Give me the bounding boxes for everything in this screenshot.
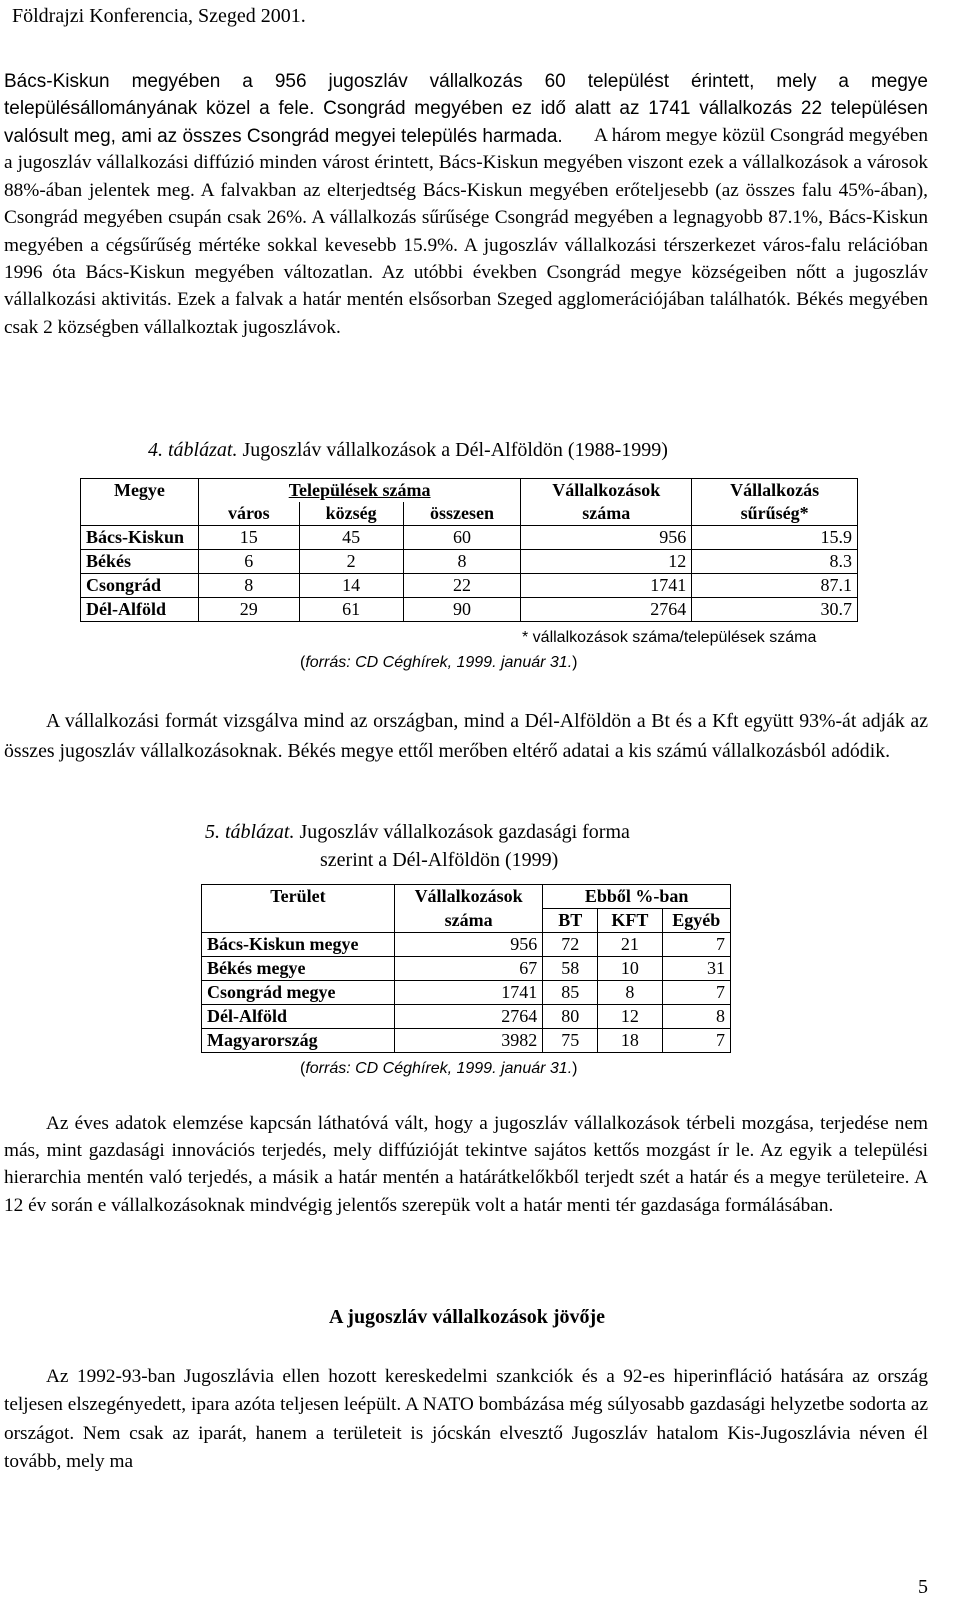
table4-cell: 8: [198, 574, 299, 598]
table5-cell: 8: [598, 981, 662, 1005]
table5-row-name: Békés megye: [202, 957, 395, 981]
table4-cell: 1741: [521, 574, 692, 598]
running-header: Földrajzi Konferencia, Szeged 2001.: [12, 5, 306, 27]
table5-caption-line2: szerint a Dél-Alföldön (1999): [320, 849, 559, 871]
table4-header-szama: száma: [521, 502, 692, 526]
table4-cell: 22: [403, 574, 521, 598]
table4-cell: 15.9: [692, 526, 858, 550]
table4-footnote: * vállalkozások száma/települések száma: [522, 629, 817, 646]
table5-header-bt: BT: [543, 909, 598, 933]
table5-cell: 7: [662, 933, 731, 957]
table5-row-name: Dél-Alföld: [202, 1005, 395, 1029]
table4-header-row-1: [81, 479, 858, 503]
table4-header-empty: [81, 502, 199, 526]
table4-header-kozseg: község: [299, 502, 403, 526]
table5-cell: 3982: [394, 1029, 542, 1053]
table4-cell: 956: [521, 526, 692, 550]
table5-cell: 7: [662, 981, 731, 1005]
table-row: [81, 598, 858, 622]
table4-cell: 15: [198, 526, 299, 550]
table-row: [202, 1029, 731, 1053]
table4-cell: 30.7: [692, 598, 858, 622]
table5-header-row-1: [202, 885, 731, 909]
table4-row-name: Csongrád: [81, 574, 199, 598]
table5-caption-text: Jugoszláv vállalkozások gazdasági forma: [294, 821, 630, 843]
table5-cell: 2764: [394, 1005, 542, 1029]
table4-cell: 12: [521, 550, 692, 574]
paragraph-diffusion-pattern: Az éves adatok elemzése kapcsán láthatóvá vált, hogy a jugoszláv vállalkozások térbeli mozgása, terjedése nem más, mint gazdasági innovációs terjedés, mely diffúzióját tekintve sajátos kettős mozgást ír le. Az egyik a települési hierarchia mentén való terjedés, a másik a határ mentén a határátkelőkből terjedt szét a határ és a megye területeire. A 12 év során e vállalkozásoknak mindvégig jelentős szerepük volt a határ menti tér gazdasága formálásában.: [4, 1113, 928, 1216]
table4-cell: 45: [299, 526, 403, 550]
table5-cell: 1741: [394, 981, 542, 1005]
table5-caption: [205, 818, 630, 846]
table5-cell: 80: [543, 1005, 598, 1029]
table4-row-name: Bács-Kiskun: [81, 526, 199, 550]
table5-header-empty: [202, 909, 395, 933]
table4-cell: 2: [299, 550, 403, 574]
table-row: [202, 957, 731, 981]
table5-cell: 31: [662, 957, 731, 981]
table4-cell: 60: [403, 526, 521, 550]
table5-row-name: Magyarország: [202, 1029, 395, 1053]
table4-header-suruseg: Vállalkozás: [692, 479, 858, 503]
table5-cell: 21: [598, 933, 662, 957]
section-heading: A jugoszláv vállalkozások jövője: [328, 1306, 606, 1328]
table5-header-ebbol: Ebből %-ban: [543, 885, 731, 909]
page-number: 5: [918, 1576, 928, 1598]
table5-header-egyeb: Egyéb: [662, 909, 731, 933]
table4-header-telepulesek: Települések száma: [198, 479, 521, 503]
table5-row-name: Csongrád megye: [202, 981, 395, 1005]
table5-cell: 58: [543, 957, 598, 981]
table5-cell: 8: [662, 1005, 731, 1029]
table4-caption-text: Jugoszláv vállalkozások a Dél-Alföldön (1988-1999): [237, 439, 668, 461]
table-row: [81, 526, 858, 550]
table5-caption-number: 5. táblázat.: [205, 821, 295, 843]
table4-header-varos: város: [198, 502, 299, 526]
table-row: [81, 550, 858, 574]
table5-cell: 12: [598, 1005, 662, 1029]
table5-cell: 85: [543, 981, 598, 1005]
table4-cell: 8.3: [692, 550, 858, 574]
table5-cell: 10: [598, 957, 662, 981]
table4-header-suruseg2: sűrűség*: [692, 502, 858, 526]
table-row: [202, 1005, 731, 1029]
table4-cell: 90: [403, 598, 521, 622]
table5: [201, 884, 731, 1053]
table4-cell: 14: [299, 574, 403, 598]
table4-header-vallalkozasok: Vállalkozások: [521, 479, 692, 503]
table4-caption: [148, 436, 668, 464]
table5-header-vall: Vállalkozások: [394, 885, 542, 909]
table4-header-megye: Megye: [81, 479, 199, 503]
table5-source: (forrás: CD Céghírek, 1999. január 31.): [300, 1060, 578, 1077]
paragraph-forms: A vállalkozási formát vizsgálva mind az országban, mind a Dél-Alföldön a Bt és a Kft együtt 93%-át adják az összes jugoszláv vállalkozásoknak. Békés megye ettől merőben eltérő adatai a kis számú vállalkozásból adódik.: [4, 710, 928, 762]
table5-cell: 7: [662, 1029, 731, 1053]
paragraph-diffusion: A három megye közül Csongrád megyében a jugoszláv vállalkozási diffúzió minden várost érintett, Bács-Kiskun megyében viszont ezek a vállalkozások a városok 88%-ában jelentek meg. A falvakban az elterjedtség Bács-Kiskun megyében erőteljesebb (az összes falu 45%-ában), Csongrád megyében csupán csak 26%. A vállalkozás sűrűsége Csongrád megyében a legnagyobb 87.1%, Bács-Kiskun megyében a cégsűrűség mértéke sokkal kevesebb 15.9%. A jugoszláv vállalkozási térszerkezet város-falu relációban 1996 óta Bács-Kiskun megyében változatlan. Az utóbbi években Csongrád megye községeiben nőtt a jugoszláv vállalkozási aktivitás. Ezek a falvak a határ mentén elsősorban Szeged agglomerációjában találhatók. Békés megyében csak 2 községben vállalkoztak jugoszlávok.: [4, 125, 928, 338]
table4-cell: 87.1: [692, 574, 858, 598]
table4-caption-number: 4. táblázat.: [148, 439, 238, 461]
paragraph-intro-sans: Bács-Kiskun megyében a 956 jugoszláv vállalkozás 60 települést érintett, mely a megye településállományának közel a fele. Csongrád megyében ez idő alatt az 1741 vállalkozás 22 településen valósult meg, ami az összes Csongrád megyei település harmada.: [4, 71, 928, 147]
table5-header-terulet: Terület: [202, 885, 395, 909]
table5-row-name: Bács-Kiskun megye: [202, 933, 395, 957]
table4-cell: 8: [403, 550, 521, 574]
table-row: [202, 981, 731, 1005]
table-row: [202, 933, 731, 957]
table4-row-name: Békés: [81, 550, 199, 574]
table5-cell: 75: [543, 1029, 598, 1053]
table4-header-row-2: [81, 502, 858, 526]
table5-cell: 72: [543, 933, 598, 957]
table4: [80, 478, 858, 622]
table-row: [81, 574, 858, 598]
table4-cell: 29: [198, 598, 299, 622]
table5-header-row-2: [202, 909, 731, 933]
table5-header-kft: KFT: [598, 909, 662, 933]
table4-source: (forrás: CD Céghírek, 1999. január 31.): [300, 654, 578, 671]
table5-cell: 67: [394, 957, 542, 981]
table4-header-osszesen: összesen: [403, 502, 521, 526]
table5-header-szama: száma: [394, 909, 542, 933]
table4-row-name: Dél-Alföld: [81, 598, 199, 622]
table5-cell: 18: [598, 1029, 662, 1053]
table4-cell: 6: [198, 550, 299, 574]
table5-cell: 956: [394, 933, 542, 957]
paragraph-future: Az 1992-93-ban Jugoszlávia ellen hozott kereskedelmi szankciók és a 92-es hiperinfláció hatására az ország teljesen elszegényedett, ipara azóta teljesen leépült. A NATO bombázása még súlyosabb gazdasági helyzetbe sodorta az országot. Nem csak az iparát, hanem a területeit is jócskán elvesztő Jugoszláv hatalom Kis-Jugoszlávia néven él tovább, mely ma: [4, 1366, 928, 1472]
table4-cell: 61: [299, 598, 403, 622]
table4-cell: 2764: [521, 598, 692, 622]
